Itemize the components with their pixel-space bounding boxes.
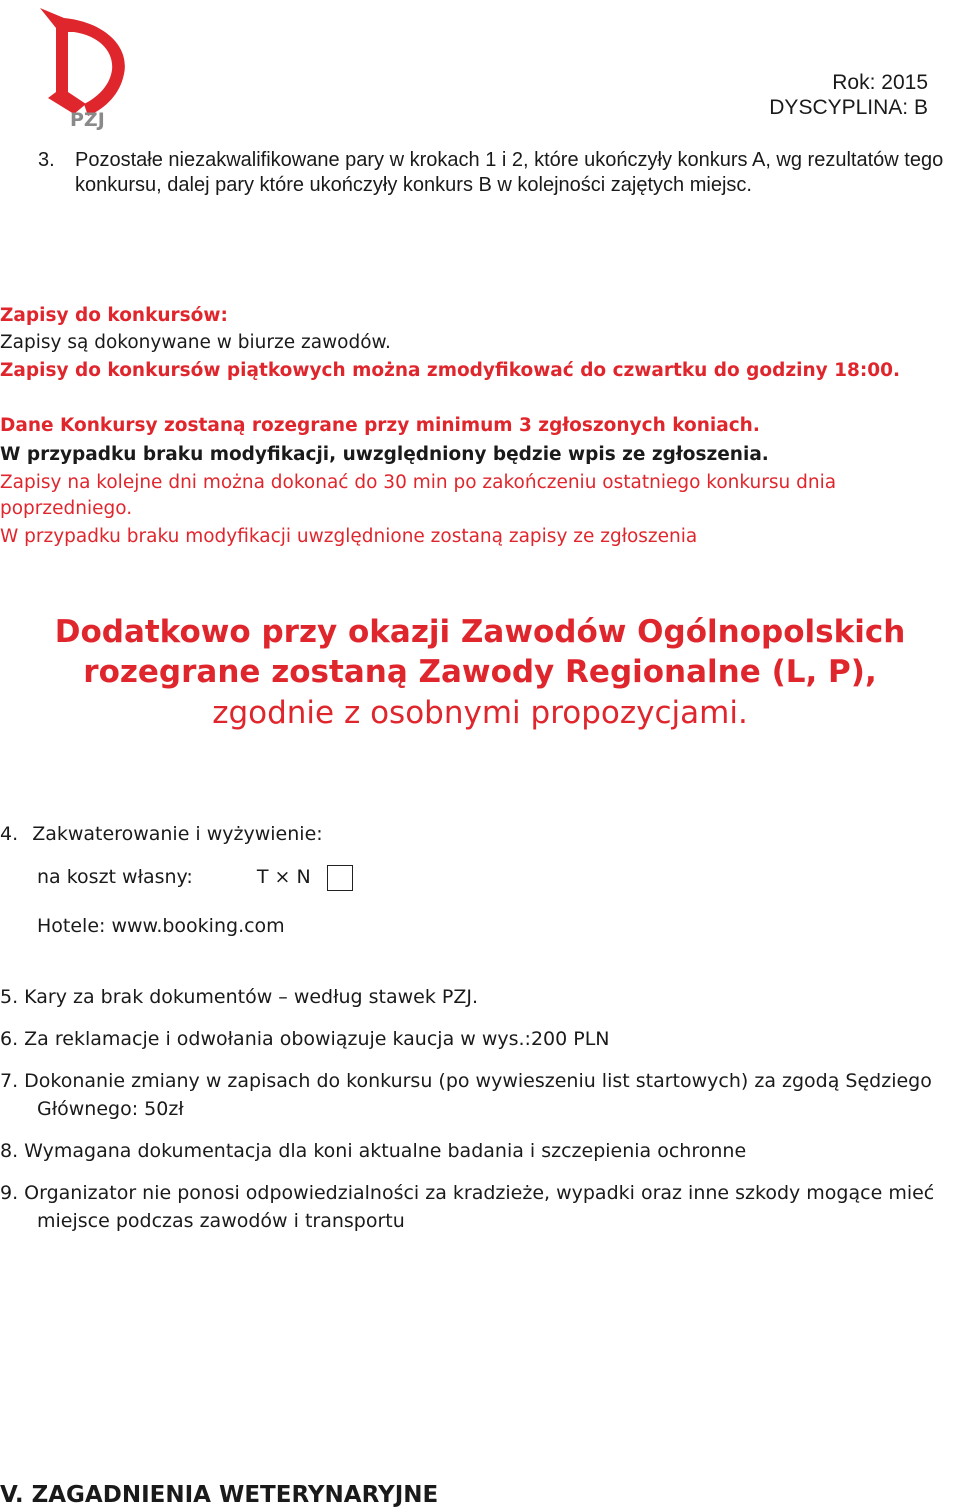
entries-line-2: Zapisy do konkursów piątkowych można zmodyfikować do czwartku do godziny 18:00. (0, 360, 901, 381)
list-item-7: 7. Dokonanie zmiany w zapisach do konkursu (po wywieszeniu list startowych) za zgodą Sędziego Głównego: 50zł (0, 1070, 932, 1120)
document-year: Rok: 2015 (832, 71, 928, 94)
entries-line-3: Dane Konkursy zostaną rozegrane przy minimum 3 zgłoszonych koniach. (0, 415, 760, 436)
entries-line-1: Zapisy są dokonywane w biurze zawodów. (0, 332, 391, 353)
list-item-6: 6. Za reklamacje i odwołania obowiązuje kaucja w wys.:200 PLN (0, 1028, 610, 1050)
accommodation-hotels: Hotele: www.booking.com (37, 915, 285, 937)
accommodation-checkbox[interactable] (327, 865, 353, 891)
section-heading: V. ZAGADNIENIA WETERYNARYJNE (0, 1482, 439, 1508)
pzj-logo (34, 2, 130, 130)
svg-text:PZJ: PZJ (70, 109, 105, 130)
accommodation-cost-row (37, 863, 353, 891)
notice-line-1: Dodatkowo przy okazji Zawodów Ogólnopolskich (54, 614, 906, 650)
document-discipline: DYSCYPLINA: B (769, 96, 928, 119)
list-item-8: 8. Wymagana dokumentacja dla koni aktualne badania i szczepienia ochronne (0, 1140, 747, 1162)
list-item-number: 4. (0, 823, 19, 845)
list-item-4 (0, 820, 950, 848)
notice-line-2: rozegrane zostaną Zawody Regionalne (L, P), (83, 654, 877, 690)
entries-heading: Zapisy do konkursów: (0, 305, 228, 326)
list-item-number: 3. (38, 149, 55, 171)
list-item-text: Pozostałe niezakwalifikowane pary w krokach 1 i 2, które ukończyły konkurs A, wg rezultatów tego konkursu, dalej pary które ukończyły konkurs B w kolejności zajętych miejsc. (75, 149, 944, 196)
accommodation-title: Zakwaterowanie i wyżywienie: (32, 823, 323, 845)
list-item-9: 9. Organizator nie ponosi odpowiedzialności za kradzieże, wypadki oraz inne szkody mogące mieć miejsce podczas zawodów i transportu (0, 1182, 935, 1232)
notice-line-3: zgodnie z osobnymi propozycjami. (212, 695, 748, 731)
accommodation-cost-label: na koszt własny: (37, 866, 193, 888)
list-item-5: 5. Kary za brak dokumentów – według stawek PZJ. (0, 986, 479, 1008)
accommodation-options: T × N (256, 866, 311, 888)
entries-line-5: Zapisy na kolejne dni można dokonać do 30 min po zakończeniu ostatniego konkursu dnia poprzedniego. (0, 472, 837, 519)
entries-line-4: W przypadku braku modyfikacji, uwzględniony będzie wpis ze zgłoszenia. (0, 444, 769, 465)
entries-line-6: W przypadku braku modyfikacji uwzględnione zostaną zapisy ze zgłoszenia (0, 526, 698, 547)
